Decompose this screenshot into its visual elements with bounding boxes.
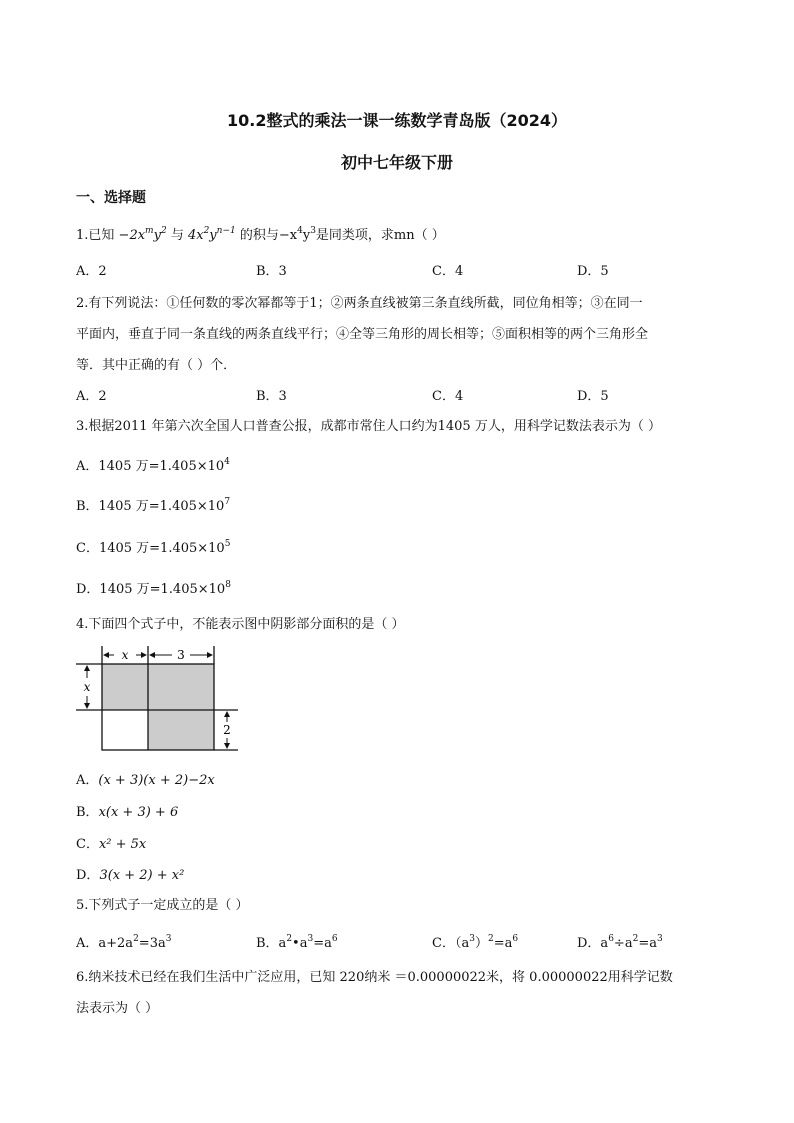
question-4-option-c[interactable]: C．x² + 5x xyxy=(76,837,147,852)
question-5-option-a[interactable]: A．$a+2a^2=3a^3$ xyxy=(76,934,172,951)
question-6-stem-line-2: 法表示为（ ） xyxy=(76,1001,159,1016)
dim-label-top-x: x xyxy=(121,648,129,662)
question-6-stem-line-1: 6.纳米技术已经在我们生活中广泛应用，已知 220纳米 ＝0.00000022米，将 0.00000022用科学记数 xyxy=(76,970,673,985)
question-5-option-c[interactable]: C．$(a^3)^2=a^6$ xyxy=(432,934,519,951)
question-2-stem-line-1: 2.有下列说法：①任何数的零次幂都等于1；②两条直线被第三条直线所截，同位角相等；③在同一 xyxy=(76,296,643,311)
dim-label-top-3: 3 xyxy=(177,648,185,662)
question-2-stem-line-2: 平面内，垂直于同一条直线的两条直线平行；④全等三角形的周长相等；⑤面积相等的两个三角形全 xyxy=(76,327,649,342)
question-3-option-a[interactable]: A．1405 万$=1.405\times 10^4$ xyxy=(76,457,230,474)
question-2-option-a[interactable]: A．2 xyxy=(76,389,107,404)
shaded-region-top-right xyxy=(148,664,214,710)
question-4-option-d[interactable]: D．3(x + 2) + x² xyxy=(76,868,185,883)
unshaded-region xyxy=(102,710,148,750)
question-4-option-b[interactable]: B．x(x + 3) + 6 xyxy=(76,805,179,820)
question-2-stem-line-3: 等．其中正确的有（ ）个． xyxy=(76,358,237,373)
shaded-region-bottom-right xyxy=(148,710,214,750)
question-3-stem: 3.根据2011 年第六次全国人口普查公报，成都市常住人口约为1405 万人，用科学记数法表示为（ ） xyxy=(76,419,661,434)
question-1-stem: 1.已知 $-2x^my^2$ 与 $4x^2y^{n-1}$ 的积与$-x^4y^3$是同类项，求mn（ ） xyxy=(76,226,445,243)
shaded-region-top-left xyxy=(102,664,148,710)
section-heading: 一、选择题 xyxy=(76,190,146,206)
document-title: 10.2整式的乘法一课一练数学青岛版（2024） xyxy=(226,111,567,130)
question-1-option-b[interactable]: B．3 xyxy=(256,264,287,279)
question-1-option-a[interactable]: A．2 xyxy=(76,264,107,279)
document-subtitle: 初中七年级下册 xyxy=(340,153,453,172)
question-5-option-d[interactable]: D．$a^6\div a^2=a^3$ xyxy=(577,934,663,951)
area-figure xyxy=(76,646,240,756)
dim-label-left-x: x xyxy=(83,680,91,694)
question-2-option-c[interactable]: C．4 xyxy=(432,389,464,404)
question-1-option-c[interactable]: C．4 xyxy=(432,264,464,279)
question-1-option-d[interactable]: D．5 xyxy=(577,264,609,279)
question-2-option-d[interactable]: D．5 xyxy=(577,389,609,404)
question-4-option-a[interactable]: A．(x + 3)(x + 2)−2x xyxy=(76,773,215,788)
question-5-option-b[interactable]: B．$a^2•a^3=a^6$ xyxy=(256,934,338,951)
question-3-option-d[interactable]: D．1405 万$=1.405\times 10^8$ xyxy=(76,580,231,597)
question-4-stem: 4.下面四个式子中，不能表示图中阴影部分面积的是（ ） xyxy=(76,617,405,632)
question-5-stem: 5.下列式子一定成立的是（ ） xyxy=(76,898,249,913)
question-2-option-b[interactable]: B．3 xyxy=(256,389,287,404)
dim-label-right-2: 2 xyxy=(223,723,231,737)
question-3-option-b[interactable]: B．1405 万$=1.405\times 10^7$ xyxy=(76,497,231,514)
question-3-option-c[interactable]: C．1405 万$=1.405\times 10^5$ xyxy=(76,539,231,556)
